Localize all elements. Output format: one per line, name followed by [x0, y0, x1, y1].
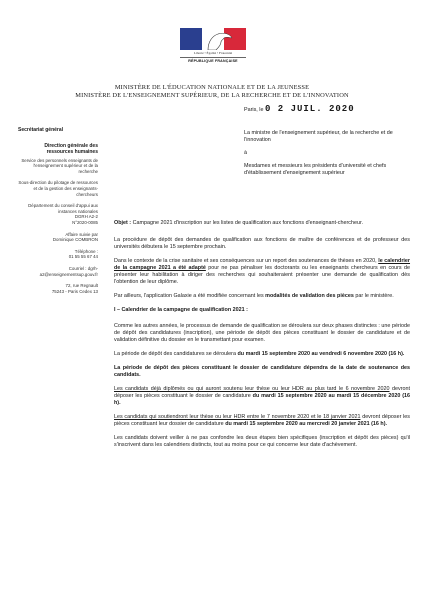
sender-minister: La ministre de l'enseignement supérieur, de la recherche et de l'innovation: [244, 130, 393, 143]
paragraph-8: Les candidats qui soutiendront leur thèse ou leur HDR entre le 7 novembre 2020 et le 18 janvier 2021 devront déposer les pièces constituant leur dossier de candidature du mardi 15 septembre 2020 au mercredi 20 janvier 2021 (16 h).: [114, 414, 410, 427]
deposit-period-2: du mardi 15 septembre 2020 au mercredi 20 janvier 2021 (16 h).: [225, 421, 387, 427]
telephone: [18, 249, 98, 260]
reference-2: N°2020-0085: [72, 219, 98, 225]
place: Paris, le: [244, 107, 264, 113]
paragraph-2: Dans le contexte de la crise sanitaire et ses conséquences sur un report des soutenances de thèses en 2020, le calendrier de la campagne 2021 a été adapté pour ne pas pénaliser les doctorants ou les enseignants chercheurs en cours de présenter leur habilitation à diriger des recherches qui souhaiteraient présenter une demande de qualification dès l'obtention de leur diplôme.: [114, 258, 411, 285]
marianne-profile-icon: [194, 30, 234, 50]
service: Service des personnels enseignants de l'enseignement supérieur et de la recherche: [21, 157, 98, 174]
city: 75243 - Paris Cedex 13: [51, 288, 98, 294]
paragraph-3: Par ailleurs, l'application Galaxie a été modifiée concernant les modalités de validation des pièces par le ministère.: [114, 293, 394, 299]
reference-1: DGRH A2-2: [74, 214, 98, 220]
email: Courriel : dgrh-a2@enseignementsup.gouv.fr: [39, 265, 98, 277]
recipients-list: Mesdames et messieurs les présidents d'université et chefs d'établissement d'enseignement supérieur: [244, 163, 387, 176]
logo-motto: Liberté • Égalité • Fraternité: [193, 51, 233, 55]
paragraph-6: La période de dépôt des pièces constituant le dossier de candidature dépendra de la date de soutenance des candidats.: [114, 365, 410, 378]
letter-body: [114, 220, 410, 456]
date-stamp: 0 2 JUIL. 2020: [264, 104, 355, 114]
object-text: Campagne 2021 d'inscription sur les listes de qualification aux fonctions d'enseignant-chercheur.: [131, 220, 363, 226]
paragraph-7: Les candidats déjà diplômés ou qui auront soutenu leur thèse ou leur HDR au plus tard le 6 novembre 2020 devront déposer les pièces constituant le dossier de candidature du mardi 15 septembre 2020 au mardi 15 décembre 2020 (16 h).: [114, 386, 410, 406]
followed-by-label: Affaire suivie par: [65, 231, 98, 237]
validation-modalities: modalités de validation des pièces: [265, 293, 354, 299]
section-1-heading: I – Calendrier de la campagne de qualification 2021 :: [114, 307, 248, 313]
telephone-label: Téléphone :: [74, 248, 98, 254]
candidature-period: du mardi 15 septembre 2020 au vendredi 6 novembre 2020 (16 h).: [237, 351, 405, 357]
object-label: Objet :: [114, 220, 132, 226]
paragraph-5: La période de dépôt des candidatures se déroulera du mardi 15 septembre 2020 au vendredi 6 novembre 2020 (16 h).: [114, 351, 405, 357]
marianne-logo: [180, 28, 246, 68]
object-line: [114, 220, 410, 227]
department: [18, 203, 98, 225]
sub-direction: Sous-direction du pilotage de ressources et de la gestion des enseignants-chercheurs: [18, 180, 98, 197]
paragraph-9: Les candidats doivent veiller à ne pas confondre les deux étapes bien spécifiques (inscription et dépôt des pièces) qu'il s'inscrivent dans les calendriers distincts, tout au moins pour ce qui concerne leur date d'achèvement.: [114, 435, 410, 448]
deposit-period-1: du mardi 15 septembre 2020 au mardi 15 décembre 2020 (16 h).: [114, 393, 410, 406]
ministry-line-2: MINISTÈRE DE L'ENSEIGNEMENT SUPÉRIEUR, DE LA RECHERCHE ET DE L'INNOVATION: [75, 92, 349, 99]
paragraph-4: Comme les autres années, le processus de demande de qualification se déroulera sur deux phases distinctes : une période de dépôt des candidatures (inscription), une période de dépôt des pièces constituant le dossier de candidature et de validation définitive du dossier en le transmettant pour examen.: [114, 323, 410, 343]
to-label: à: [244, 150, 247, 156]
place-date: [244, 104, 414, 114]
secretariat-general: Secrétariat général: [18, 127, 64, 133]
recipients-block: [244, 130, 414, 177]
direction-generale: Direction générale des ressources humaines: [44, 142, 98, 155]
contact-person: [18, 232, 98, 243]
person-name: Dominique COMBRON: [52, 237, 98, 243]
sender-column: [18, 128, 98, 300]
department-name: Département du conseil d'appui aux instances nationales: [28, 203, 98, 214]
address: [18, 283, 98, 294]
street: 72, rue Regnault: [65, 283, 98, 289]
calendar-adapted: le calendrier de la campagne 2021 a été adapté: [114, 258, 411, 271]
telephone-number: 01 55 55 67 44: [68, 254, 98, 260]
paragraph-1: La procédure de dépôt des demandes de qualification aux fonctions de maître de conférences et de professeur des universités débutera le 15 septembre prochain.: [114, 237, 410, 250]
ministry-line-1: MINISTÈRE DE L'ÉDUCATION NATIONALE ET DE LA JEUNESSE: [114, 84, 310, 91]
ministry-header: [20, 84, 404, 100]
logo-republic: RÉPUBLIQUE FRANÇAISE: [180, 57, 246, 63]
